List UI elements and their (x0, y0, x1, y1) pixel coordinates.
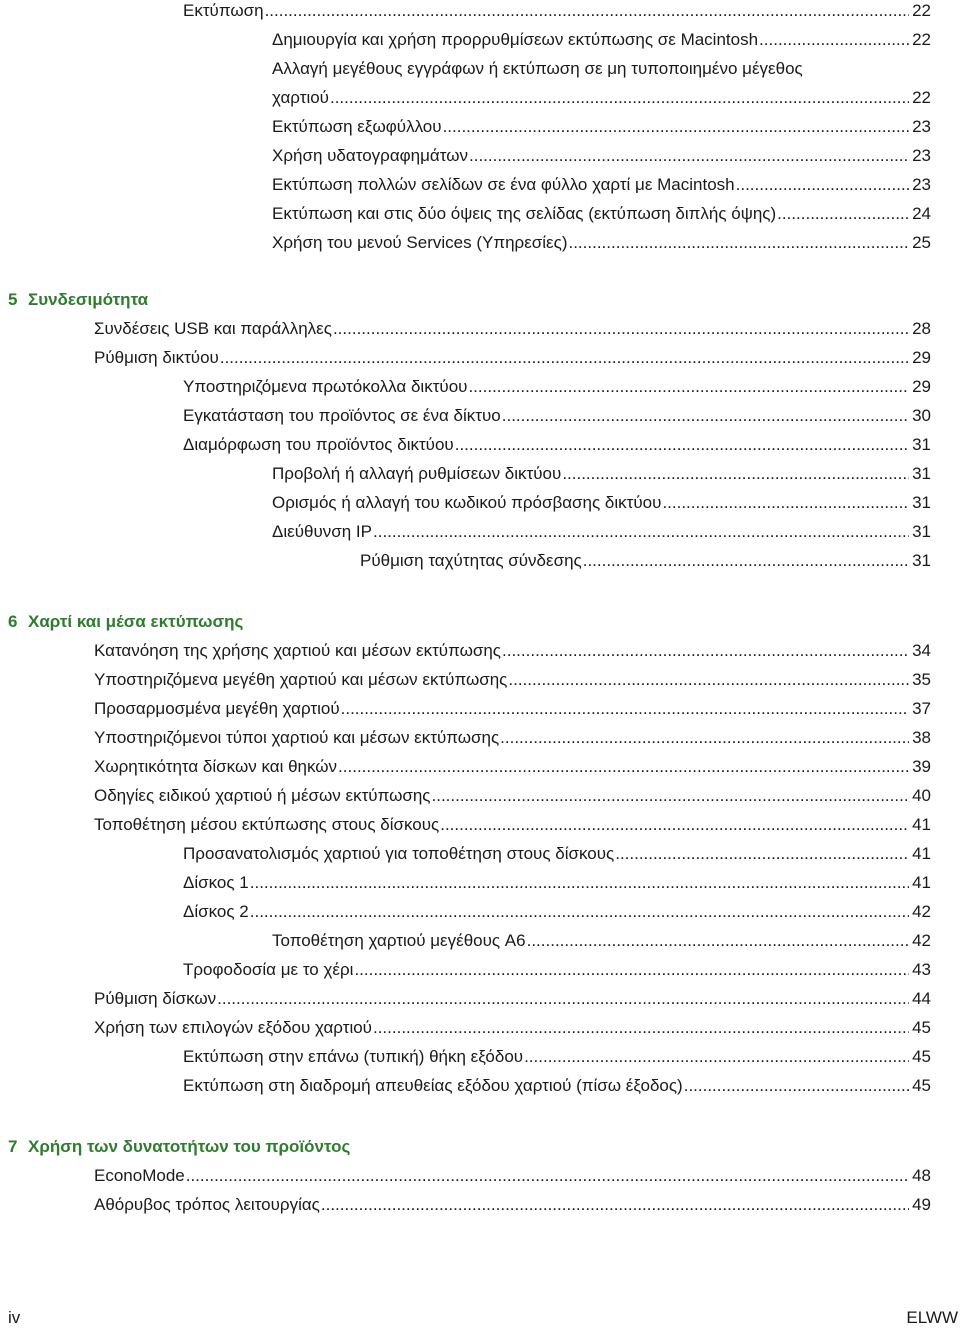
toc-entry-page: 44 (912, 989, 931, 1008)
toc-entry-page: 28 (912, 319, 931, 338)
toc-entry-page: 40 (912, 786, 931, 805)
toc-entry-page: 39 (912, 757, 931, 776)
dot-leader (562, 460, 909, 488)
chapter-number: 5 (8, 290, 18, 309)
toc-entry-title: Χωρητικότητα δίσκων και θηκών (94, 757, 338, 776)
chapter-title: Χαρτί και μέσα εκτύπωσης (28, 612, 244, 631)
toc-entry[interactable] (183, 373, 931, 401)
toc-entry[interactable] (183, 898, 931, 926)
toc-entry[interactable] (272, 142, 931, 170)
toc-entry[interactable] (272, 113, 931, 141)
dot-leader (321, 1191, 909, 1219)
dot-leader (615, 840, 909, 868)
toc-entry-page: 41 (912, 844, 931, 863)
toc-entry-title: Χρήση υδατογραφημάτων (272, 146, 468, 165)
toc-entry-page: 37 (912, 699, 931, 718)
toc-entry-title: Συνδέσεις USB και παράλληλες (94, 319, 332, 338)
toc-entry-title: Τοποθέτηση μέσου εκτύπωσης στους δίσκους (94, 815, 440, 834)
toc-entry[interactable] (272, 460, 931, 488)
toc-entry-title: Δημιουργία και χρήση προρρυθμίσεων εκτύπωσης σε Macintosh (272, 30, 759, 49)
toc-entry-title: Προσανατολισμός χαρτιού για τοποθέτηση στους δίσκους (183, 844, 615, 863)
toc-entry-page: 49 (912, 1195, 931, 1214)
toc-entry[interactable] (94, 695, 931, 723)
dot-leader (468, 373, 909, 401)
toc-entry[interactable] (272, 229, 931, 257)
toc-entry-page: 35 (912, 670, 931, 689)
toc-entry-page: 45 (912, 1018, 931, 1037)
toc-entry[interactable] (183, 0, 931, 25)
dot-leader (440, 811, 909, 839)
dot-leader (508, 666, 909, 694)
dot-leader (662, 489, 909, 517)
toc-entry[interactable] (272, 927, 931, 955)
chapter-title: Συνδεσιμότητα (28, 290, 149, 309)
toc-entry[interactable] (183, 869, 931, 897)
document-code: ELWW (906, 1308, 958, 1327)
toc-entry-page: 31 (912, 522, 931, 541)
toc-entry-page: 42 (912, 931, 931, 950)
toc-entry-title: Υποστηριζόμενα πρωτόκολλα δικτύου (183, 377, 468, 396)
toc-entry-page: 45 (912, 1047, 931, 1066)
toc-entry-page: 31 (912, 464, 931, 483)
dot-leader (736, 171, 909, 199)
toc-entry-title: Εγκατάσταση του προϊόντος σε ένα δίκτυο (183, 406, 501, 425)
chapter-heading[interactable] (8, 608, 243, 636)
toc-entry[interactable] (94, 782, 931, 810)
dot-leader (338, 753, 909, 781)
dot-leader (759, 26, 909, 54)
toc-entry-title: Τοποθέτηση χαρτιού μεγέθους A6 (272, 931, 526, 950)
toc-entry-page: 41 (912, 815, 931, 834)
toc-entry[interactable] (183, 402, 931, 430)
toc-entry-page: 31 (912, 435, 931, 454)
dot-leader (568, 229, 909, 257)
toc-entry[interactable] (272, 200, 931, 228)
toc-entry-page: 25 (912, 233, 931, 252)
toc-entry[interactable] (272, 489, 931, 517)
toc-entry-title: Τροφοδοσία με το χέρι (183, 960, 354, 979)
toc-entry-title: Αθόρυβος τρόπος λειτουργίας (94, 1195, 320, 1214)
toc-entry-page: 30 (912, 406, 931, 425)
toc-entry-page: 31 (912, 551, 931, 570)
toc-entry-title: Εκτύπωση πολλών σελίδων σε ένα φύλλο χαρτί με Macintosh (272, 175, 735, 194)
dot-leader (330, 84, 909, 112)
toc-entry-page: 43 (912, 960, 931, 979)
toc-entry-title: Ρύθμιση δίσκων (94, 989, 217, 1008)
toc-entry-page: 23 (912, 146, 931, 165)
toc-entry[interactable] (94, 811, 931, 839)
chapter-number: 6 (8, 612, 18, 631)
toc-entry-title: Εκτύπωση και στις δύο όψεις της σελίδας (εκτύπωση διπλής όψης) (272, 204, 777, 223)
toc-entry-page: 41 (912, 873, 931, 892)
toc-entry-page: 29 (912, 377, 931, 396)
toc-entry[interactable] (183, 1072, 931, 1100)
toc-entry[interactable] (183, 1043, 931, 1071)
toc-entry[interactable] (94, 753, 931, 781)
toc-entry-title: Οδηγίες ειδικού χαρτιού ή μέσων εκτύπωσης (94, 786, 431, 805)
dot-leader (524, 1043, 909, 1071)
dot-leader (186, 1162, 909, 1190)
toc-entry-title: Προσαρμοσμένα μεγέθη χαρτιού (94, 699, 340, 718)
toc-entry-page: 38 (912, 728, 931, 747)
toc-entry[interactable] (94, 1014, 931, 1042)
toc-entry-title: Κατανόηση της χρήσης χαρτιού και μέσων εκτύπωσης (94, 641, 502, 660)
dot-leader (500, 724, 909, 752)
toc-entry-page: 22 (912, 1, 931, 20)
toc-entry[interactable] (183, 431, 931, 459)
toc-entry-title: Εκτύπωση στη διαδρομή απευθείας εξόδου χαρτιού (πίσω έξοδος) (183, 1076, 683, 1095)
toc-entry-page: 48 (912, 1166, 931, 1185)
toc-entry-page: 24 (912, 204, 931, 223)
dot-leader (469, 142, 909, 170)
toc-entry-page: 45 (912, 1076, 931, 1095)
toc-entry-page: 22 (912, 30, 931, 49)
toc-entry-title: Ρύθμιση δικτύου (94, 348, 219, 367)
toc-entry-title: Ορισμός ή αλλαγή του κωδικού πρόσβασης δικτύου (272, 493, 662, 512)
dot-leader (220, 344, 909, 372)
toc-entry-title: EconoMode (94, 1166, 185, 1185)
toc-entry[interactable] (183, 840, 931, 868)
toc-entry[interactable] (272, 26, 931, 54)
dot-leader (373, 518, 909, 546)
toc-entry[interactable] (272, 518, 931, 546)
toc-entry-title: Δίσκος 1 (183, 873, 249, 892)
toc-entry-title: Προβολή ή αλλαγή ρυθμίσεων δικτύου (272, 464, 562, 483)
toc-entry[interactable] (94, 1191, 931, 1219)
toc-entry-page: 29 (912, 348, 931, 367)
toc-entry-page: 34 (912, 641, 931, 660)
toc-entry-title: Εκτύπωση (183, 1, 264, 20)
toc-entry[interactable] (94, 666, 931, 694)
toc-entry-page: 22 (912, 88, 931, 107)
dot-leader (217, 985, 909, 1013)
dot-leader (583, 547, 909, 575)
toc-entry-title: Υποστηριζόμενοι τύποι χαρτιού και μέσων εκτύπωσης (94, 728, 500, 747)
dot-leader (250, 869, 909, 897)
toc-entry-title: Διαμόρφωση του προϊόντος δικτύου (183, 435, 454, 454)
toc-entry[interactable] (94, 724, 931, 752)
toc-entry[interactable] (183, 956, 931, 984)
dot-leader (777, 200, 909, 228)
dot-leader (341, 695, 909, 723)
dot-leader (250, 898, 909, 926)
dot-leader (455, 431, 909, 459)
dot-leader (443, 113, 910, 141)
toc-entry[interactable] (94, 1162, 931, 1190)
dot-leader (373, 1014, 909, 1042)
dot-leader (684, 1072, 909, 1100)
chapter-heading[interactable] (8, 286, 148, 314)
chapter-number: 7 (8, 1137, 18, 1156)
dot-leader (502, 402, 909, 430)
dot-leader (432, 782, 910, 810)
toc-entry-title-continued: χαρτιού (272, 88, 329, 107)
toc-entry-title: Ρύθμιση ταχύτητας σύνδεσης (360, 551, 582, 570)
chapter-title: Χρήση των δυνατοτήτων του προϊόντος (28, 1137, 351, 1156)
toc-entry-title: Χρήση του μενού Services (Υπηρεσίες) (272, 233, 568, 252)
toc-entry[interactable] (94, 637, 931, 665)
toc-entry-page: 23 (912, 117, 931, 136)
toc-entry-title: Δίσκος 2 (183, 902, 249, 921)
toc-entry-title: Εκτύπωση εξωφύλλου (272, 117, 442, 136)
toc-entry[interactable] (272, 55, 931, 113)
toc-entry-title: Αλλαγή μεγέθους εγγράφων ή εκτύπωση σε μη τυποποιημένο μέγεθος (272, 59, 803, 78)
dot-leader (265, 0, 910, 25)
toc-entry[interactable] (94, 985, 931, 1013)
toc-entry[interactable] (360, 547, 931, 575)
toc-entry-page: 31 (912, 493, 931, 512)
toc-entry-title: Υποστηριζόμενα μεγέθη χαρτιού και μέσων εκτύπωσης (94, 670, 508, 689)
dot-leader (502, 637, 909, 665)
dot-leader (354, 956, 909, 984)
dot-leader (333, 315, 909, 343)
toc-entry-title: Εκτύπωση στην επάνω (τυπική) θήκη εξόδου (183, 1047, 524, 1066)
toc-entry-title: Χρήση των επιλογών εξόδου χαρτιού (94, 1018, 372, 1037)
chapter-heading[interactable] (8, 1133, 350, 1161)
toc-entry-page: 23 (912, 175, 931, 194)
page-number: iv (8, 1308, 21, 1327)
dot-leader (527, 927, 909, 955)
toc-entry[interactable] (272, 171, 931, 199)
toc-entry[interactable] (94, 315, 931, 343)
toc-entry[interactable] (94, 344, 931, 372)
toc-entry-title: Διεύθυνση IP (272, 522, 372, 541)
toc-entry-page: 42 (912, 902, 931, 921)
